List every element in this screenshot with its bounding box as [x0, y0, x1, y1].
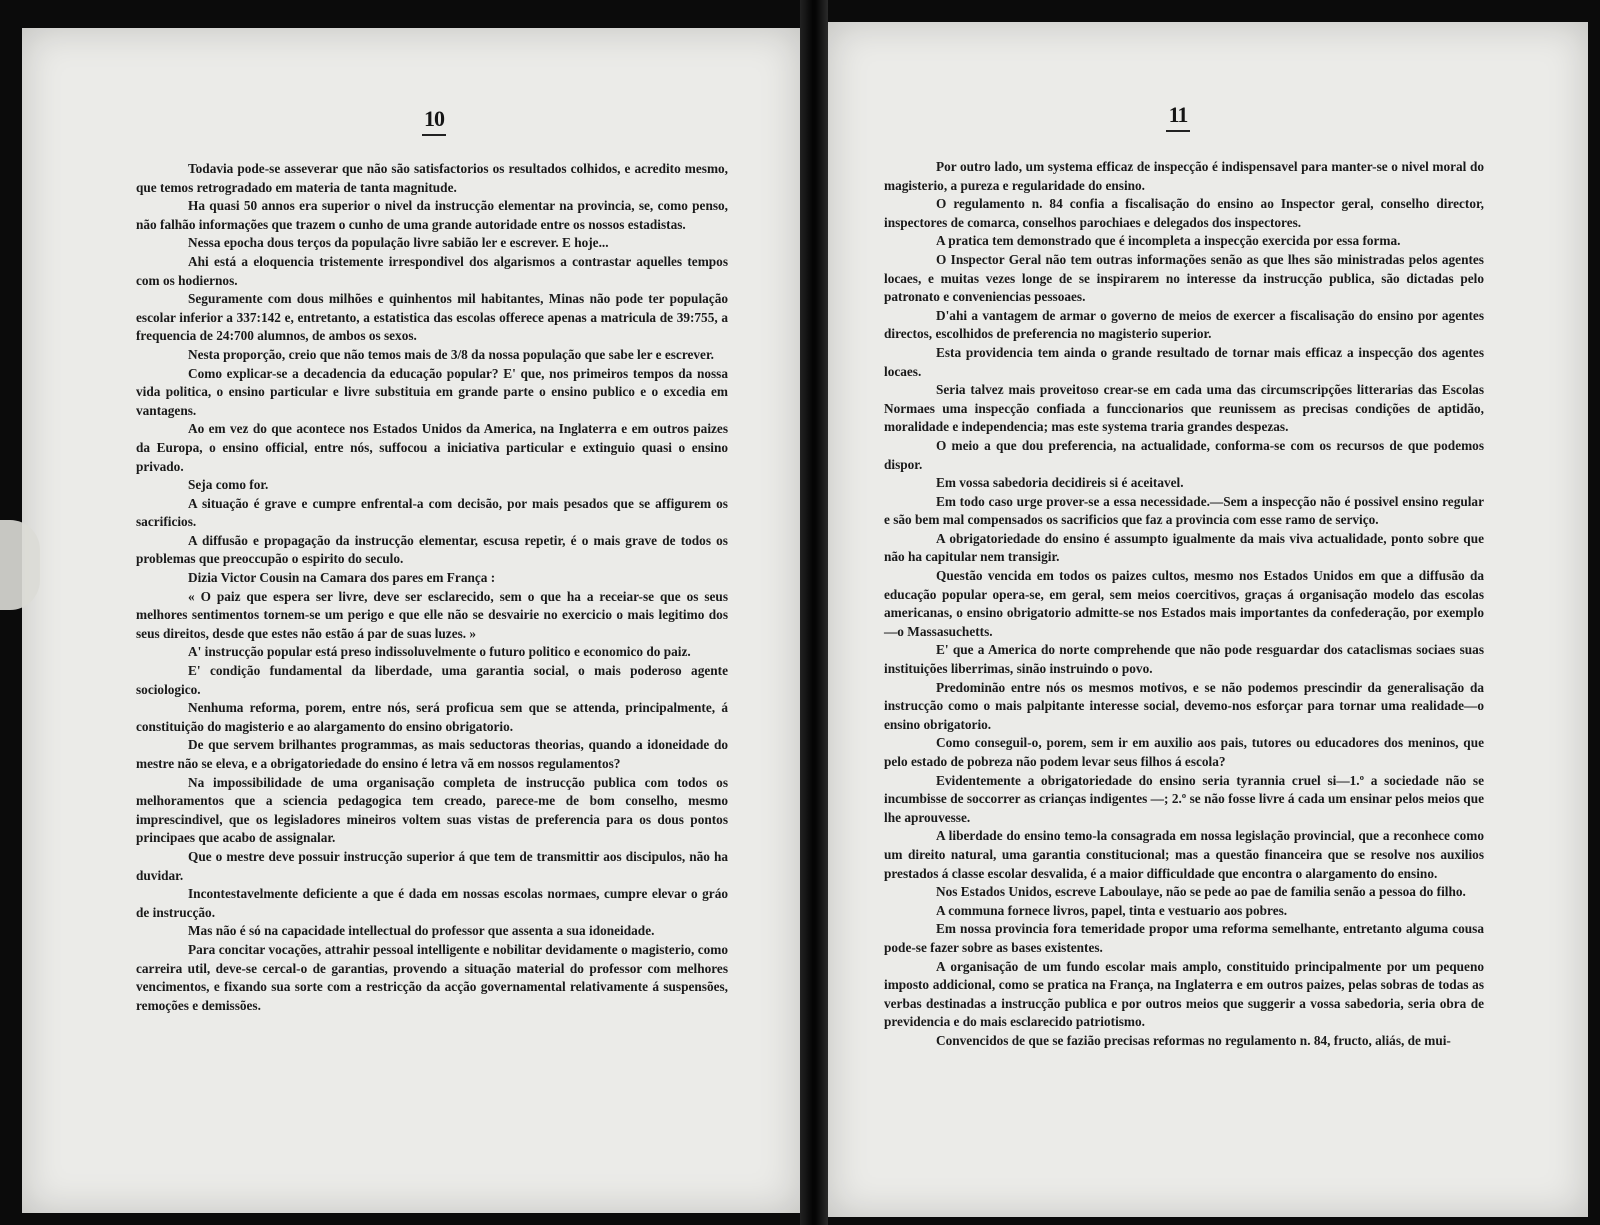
right-page-number: [1158, 102, 1198, 132]
left-page-number: [414, 106, 454, 136]
paragraph: Predominão entre nós os mesmos motivos, e se não podemos prescindir da generalisação da instrucção como o mais palpitante interesse social, devemo-nos esforçar para tornar uma realidade—o ensino obrigatorio.: [884, 679, 1484, 732]
paragraph: Em todo caso urge prover-se a essa necessidade.—Sem a inspecção não é possivel ensino regular e são bem mal compensados os sacrificios que faz a provincia com esse ramo de serviço.: [884, 493, 1484, 528]
paragraph: Como explicar-se a decadencia da educação popular? E' que, nos primeiros tempos da nossa vida politica, o ensino particular e livre substituia em grande parte o ensino publico e o excedia em vantagens.: [136, 365, 728, 418]
paragraph: Evidentemente a obrigatoriedade do ensino seria tyrannia cruel si—1.º a sociedade não se incumbisse de soccorrer as crianças indigentes —; 2.º se não fosse livre á cada um ensinar pelos meios que lhe aprouvesse.: [884, 772, 1484, 825]
left-page-number-text: 10: [424, 106, 444, 131]
paragraph: Nenhuma reforma, porem, entre nós, será proficua sem que se attenda, principalmente, á constituição do magisterio e ao alargamento do ensino obrigatorio.: [136, 700, 728, 734]
right-page-body: [884, 158, 1484, 1051]
paragraph: E' condição fundamental da liberdade, uma garantia social, o mais poderoso agente sociologico.: [136, 663, 728, 697]
paragraph: A situação é grave e cumpre enfrental-a com decisão, por mais pesados que se affigurem os sacrificios.: [136, 495, 728, 530]
paragraph: Convencidos de que se fazião precisas reformas no regulamento n. 84, fructo, aliás, de mui-: [936, 1032, 1451, 1048]
paragraph: Como conseguil-o, porem, sem ir em auxilio aos pais, tutores ou educadores dos meninos, que pelo estado de pobreza não podem levar seus filhos á escola?: [884, 735, 1484, 769]
paragraph: Questão vencida em todos os paizes cultos, mesmo nos Estados Unidos em que a diffusão da educação popular opera-se, em geral, sem meios coercitivos, graças á organisação modelo das escolas americanas, o ensino obrigatorio admitte-se nos Estados mais importantes da confederação, por exemplo—o Massasuchetts.: [884, 568, 1484, 639]
paragraph: Nesta proporção, creio que não temos mais de 3/8 da nossa população que sabe ler e escrever.: [188, 346, 714, 362]
paragraph: Para concitar vocações, attrahir pessoal intelligente e nobilitar devidamente o magisterio, como carreira util, deve-se cercal-o de garantias, provendo a situação material do professor com melhores vencimentos, e fixando sua sorte com a restricção da acção governamental relativamente á suspensões, remoções e demissões.: [136, 941, 728, 1013]
paragraph: Nessa epocha dous terços da população livre sabião ler e escrever. E hoje...: [188, 235, 609, 251]
paragraph: A pratica tem demonstrado que é incompleta a inspecção exercida por essa forma.: [936, 233, 1401, 249]
page-number-rule: [1166, 130, 1190, 132]
paragraph: Seja como for.: [188, 477, 269, 493]
right-page: [828, 22, 1588, 1217]
paragraph: E' que a America do norte comprehende que não pode resguardar dos cataclismas sociaes suas instituições liberrimas, sinão instruindo o povo.: [884, 642, 1484, 677]
paragraph: Seria talvez mais proveitoso crear-se em cada uma das circumscripções litterarias das Escolas Normaes uma inspecção confiada a funccionarios que reunissem as precisas condições de aptidão, moralidade e independencia; mas este systema traria grandes despezas.: [884, 382, 1484, 435]
page-number-rule: [422, 134, 446, 136]
paragraph: Dizia Victor Cousin na Camara dos pares em França :: [188, 570, 496, 586]
paragraph: Que o mestre deve possuir instrucção superior á que tem de transmittir aos discipulos, não ha duvidar.: [136, 848, 728, 883]
paragraph: Na impossibilidade de uma organisação completa de instrucção publica com todos os melhoramentos que a sciencia pedagogica tem creado, parece-me de bom conselho, mesmo imprescindivel, que os legisladores mineiros voltem suas vistas de preferencia para os dous pontos principaes que acabo de assignalar.: [136, 774, 728, 846]
paragraph: Em vossa sabedoria decidireis si é aceitavel.: [936, 475, 1184, 491]
paragraph: Por outro lado, um systema efficaz de inspecção é indispensavel para manter-se o nivel moral do magisterio, a pureza e regularidade do ensino.: [884, 159, 1484, 193]
paragraph: Ha quasi 50 annos era superior o nivel da instrucção elementar na provincia, se, como penso, não falhão informações que trazem o cunho de uma grande autoridade entre os nossos estadistas.: [136, 198, 728, 232]
paragraph: Seguramente com dous milhões e quinhentos mil habitantes, Minas não pode ter população escolar inferior a 337:142 e, entretanto, a estatistica das escolas offerece apenas a matricula de 39:755, a frequencia de 24:700 alumnos, de ambos os sexos.: [136, 291, 728, 344]
left-page-body: [136, 160, 728, 1015]
paragraph: De que servem brilhantes programmas, as mais seductoras theorias, quando a idoneidade do mestre não se eleva, e a obrigatoriedade do ensino é letra vã em nossos regulamentos?: [136, 737, 728, 771]
paragraph: Ao em vez do que acontece nos Estados Unidos da America, na Inglaterra e em outros paizes da Europa, o ensino official, entre nós, suffocou a iniciativa particular e extinguio quasi o ensino privado.: [136, 421, 728, 474]
paragraph: A' instrucção popular está preso indissoluvelmente o futuro politico e economico do paiz.: [188, 644, 691, 660]
paragraph: A obrigatoriedade do ensino é assumpto igualmente da mais viva actualidade, ponto sobre que não ha capitular nem transigir.: [884, 530, 1484, 565]
book-gutter: [800, 0, 828, 1225]
paragraph: A diffusão e propagação da instrucção elementar, escusa repetir, é o mais grave de todos os problemas que preoccupão o espirito do seculo.: [136, 532, 728, 567]
paragraph: O meio a que dou preferencia, na actualidade, conforma-se com os recursos de que podemos dispor.: [884, 437, 1484, 472]
paragraph: Mas não é só na capacidade intellectual do professor que assenta a sua idoneidade.: [188, 923, 655, 939]
paragraph: Ahi está a eloquencia tristemente irrespondivel dos algarismos a contrastar aquelles tempos com os hodiernos.: [136, 253, 728, 288]
paragraph: Esta providencia tem ainda o grande resultado de tornar mais efficaz a inspecção dos agentes locaes.: [884, 344, 1484, 379]
paragraph: A communa fornece livros, papel, tinta e vestuario aos pobres.: [936, 902, 1288, 918]
quotation: « O paiz que espera ser livre, deve ser esclarecido, sem o que ha a receiar-se que os seus melhores sentimentos tornem-se um perigo e que elle não se desvairie no exercicio o mais legitimo dos seus direitos, desde que estes não estão á par de suas luzes. »: [136, 588, 728, 641]
paragraph: A liberdade do ensino temo-la consagrada em nossa legislação provincial, que a reconhece como um direito natural, uma garantia constitucional; mas a questão financeira que se resolve nos auxilios prestados á classe escolar desvalida, é a maior difficuldade que encontra o alargamento do ensino.: [884, 828, 1484, 881]
paragraph: Todavia pode-se asseverar que não são satisfactorios os resultados colhidos, e acredito mesmo, que temos retrogradado em materia de tanta magnitude.: [136, 161, 728, 195]
left-page: [22, 28, 800, 1213]
paragraph: O Inspector Geral não tem outras informações senão as que lhes são ministradas pelos agentes locaes, e muitas vezes longe de se inspirarem no interesse da instrucção publica, são dictadas pelo patronato e conveniencias pessoaes.: [884, 251, 1484, 305]
paragraph: Incontestavelmente deficiente a que é dada em nossas escolas normaes, cumpre elevar o gráo de instrucção.: [136, 886, 728, 920]
paragraph: A organisação de um fundo escolar mais amplo, constituido principalmente por um pequeno imposto addicional, como se pratica na França, na Inglaterra e em outros paizes, pelas sobras de todas as verbas destinadas a instrucção publica e por outros meios que suggerir a vossa sabedoria, seria obra de previdencia e do mais esclarecido patriotismo.: [884, 958, 1484, 1030]
paragraph: D'ahi a vantagem de armar o governo de meios de exercer a fiscalisação do ensino por agentes directos, escolhidos de preferencia no magisterio superior.: [884, 307, 1484, 342]
paragraph: Nos Estados Unidos, escreve Laboulaye, não se pede ao pae de familia senão a pessoa do filho.: [936, 884, 1466, 900]
paper-bookmark-tab: [0, 520, 40, 610]
right-page-number-text: 11: [1168, 102, 1188, 127]
paragraph: O regulamento n. 84 confia a fiscalisação do ensino ao Inspector geral, conselho director, inspectores de comarca, conselhos parochiaes e delegados dos inspectores.: [884, 196, 1484, 230]
paragraph: Em nossa provincia fora temeridade propor uma reforma semelhante, entretanto alguma cousa pode-se fazer sobre as bases existentes.: [884, 921, 1484, 955]
